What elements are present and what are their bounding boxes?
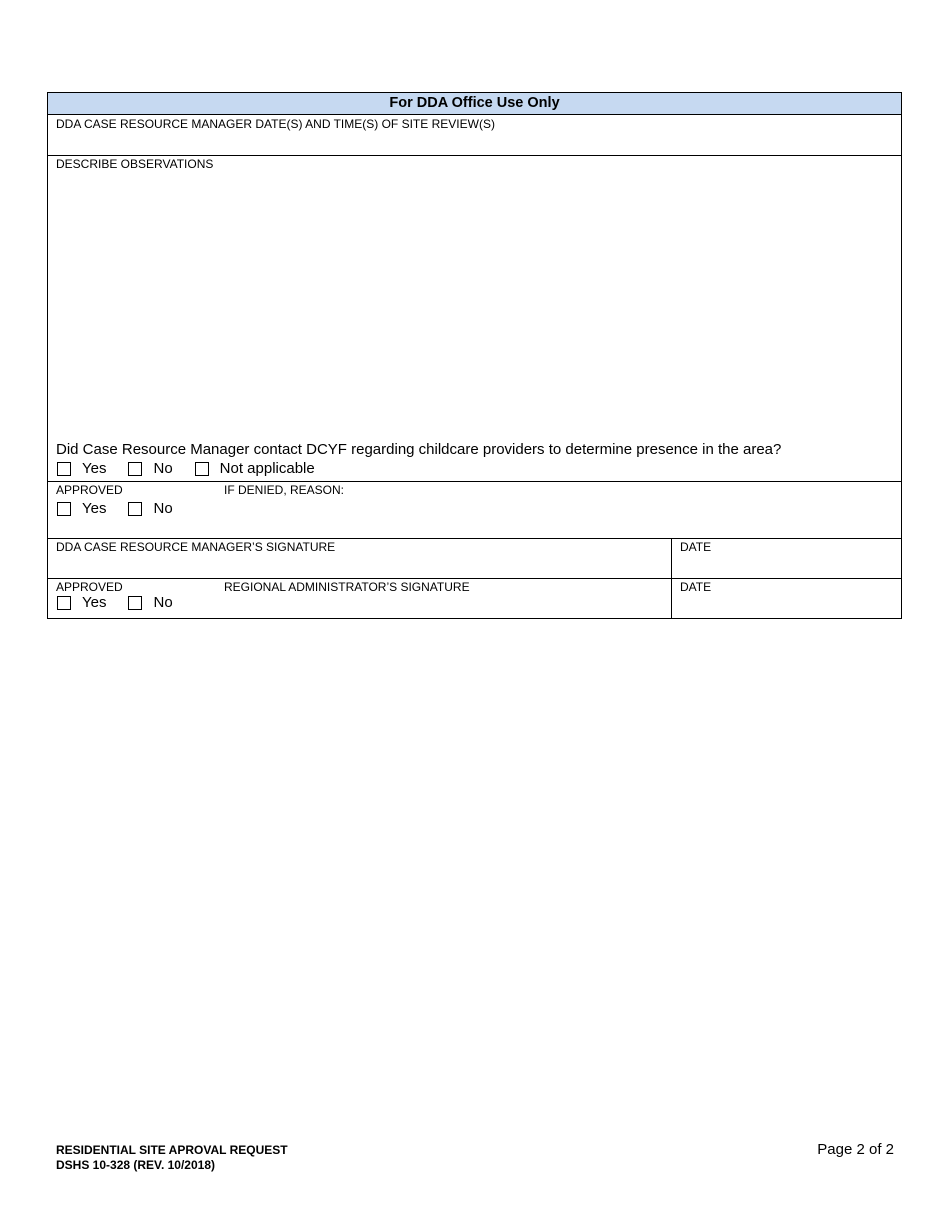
approved-yes-label: Yes [82,500,107,517]
section-header: For DDA Office Use Only [48,93,901,115]
ra-signature-row[interactable] [48,579,901,618]
ra-approved-no-checkbox[interactable] [128,596,142,610]
dcyf-no-checkbox[interactable] [128,462,142,476]
page-number: Page 2 of 2 [817,1141,894,1158]
ra-date-label: DATE [680,580,712,594]
approved-no-checkbox[interactable] [128,502,142,516]
approved-label: APPROVED [56,483,123,497]
crm-signature-label: DDA CASE RESOURCE MANAGER’S SIGNATURE [56,540,336,554]
dcyf-question: Did Case Resource Manager contact DCYF regarding childcare providers to determine presence in the area? [56,441,782,458]
ra-approved-label: APPROVED [56,580,123,594]
dcyf-options [57,460,337,477]
approved-no-label: No [153,500,173,517]
crm-signature-row[interactable] [48,539,901,579]
dda-office-use-table [47,92,902,619]
ra-signature-label: REGIONAL ADMINISTRATOR’S SIGNATURE [224,580,470,594]
observations-row[interactable] [48,156,901,482]
crm-date-label: DATE [680,540,712,554]
approval-row [48,482,901,539]
dcyf-na-label: Not applicable [219,460,315,477]
dcyf-no-label: No [153,460,173,477]
column-divider [671,579,672,618]
form-title: RESIDENTIAL SITE APROVAL REQUEST [56,1143,288,1157]
site-review-row[interactable] [48,115,901,156]
approved-options [57,500,195,517]
site-review-label: DDA CASE RESOURCE MANAGER DATE(S) AND TIME(S) OF SITE REVIEW(S) [56,117,495,131]
form-number: DSHS 10-328 (REV. 10/2018) [56,1158,215,1172]
observations-label: DESCRIBE OBSERVATIONS [56,157,214,171]
column-divider [671,539,672,578]
form-footer [56,1143,288,1173]
ra-approved-no-label: No [153,594,173,611]
dcyf-yes-checkbox[interactable] [57,462,71,476]
dcyf-na-checkbox[interactable] [195,462,209,476]
ra-approved-yes-label: Yes [82,594,107,611]
ra-approved-yes-checkbox[interactable] [57,596,71,610]
ra-approved-options [57,594,195,611]
denied-reason-label: IF DENIED, REASON: [224,483,345,497]
dcyf-yes-label: Yes [82,460,107,477]
approved-yes-checkbox[interactable] [57,502,71,516]
